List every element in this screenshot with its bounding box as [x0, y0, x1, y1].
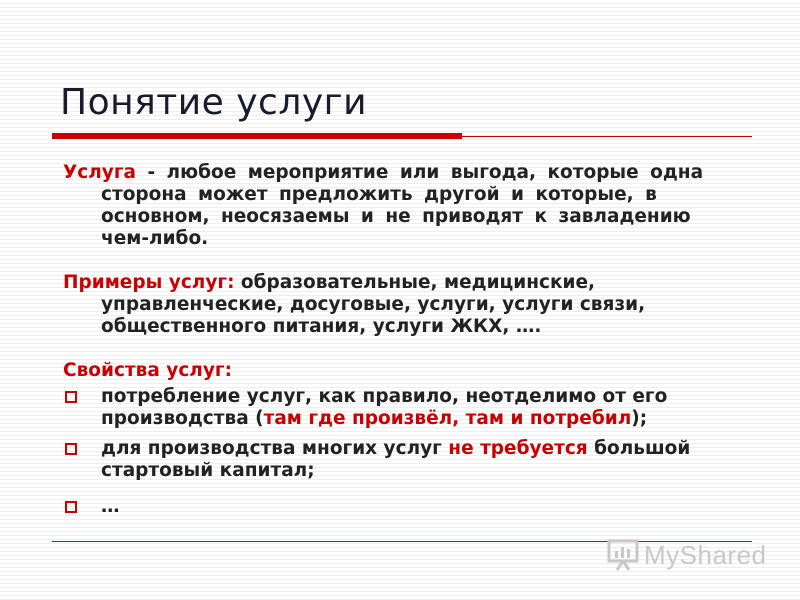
watermark-logo: [606, 537, 767, 573]
item-text-before: потребление услуг, как правило, неотделимо от его производства (: [101, 386, 668, 429]
item-text-before: для производства многих услуг: [101, 438, 449, 459]
slide-title: Понятие услуги: [60, 82, 367, 123]
square-bullet-icon: [65, 391, 77, 403]
item-highlight: не требуется: [448, 438, 588, 459]
item-text-after: большой стартовый капитал;: [101, 438, 691, 481]
title-underline-thin: [462, 136, 752, 137]
title-underline: [52, 133, 752, 139]
definition-text: - любое мероприятие или выгода, которые одна сторона может предложить другой и которые, в основном, неосязаемы и не приводят к завладению чем-либо.: [101, 162, 704, 249]
square-bullet-icon: [65, 443, 77, 455]
item-highlight: там где произвёл, там и потребил: [263, 408, 632, 429]
title-underline-thick: [52, 133, 462, 139]
properties-item: [63, 438, 723, 482]
item-text-before: …: [101, 496, 120, 517]
examples-label: Примеры услуг:: [63, 272, 235, 293]
slide-content: [63, 162, 723, 526]
examples-text: образовательные, медицинские, управленческие, досуговые, услуги, услуги связи, общественного питания, услуги ЖКХ, ….: [101, 272, 646, 337]
properties-item: [63, 496, 723, 518]
examples-paragraph: [63, 272, 723, 338]
item-text-after: );: [631, 408, 648, 429]
properties-item: [63, 386, 723, 430]
definition-paragraph: [63, 162, 723, 250]
properties-heading: Свойства услуг:: [63, 360, 232, 381]
presentation-board-icon: [606, 538, 640, 572]
watermark-brand: MyShared: [644, 539, 767, 570]
definition-term: Услуга: [63, 162, 136, 183]
square-bullet-icon: [65, 501, 77, 513]
